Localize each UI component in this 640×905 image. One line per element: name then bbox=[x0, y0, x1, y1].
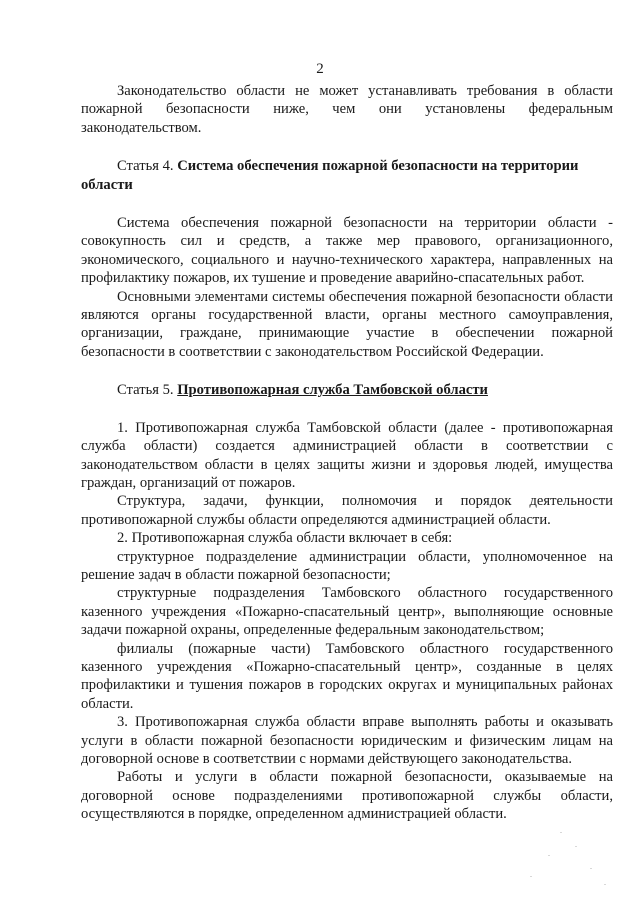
article-5-list-item: структурные подразделения Тамбовского областного государственного казенного учреждения «Пожарно-спасательный центр», выполняющие основные задачи пожарной охраны, определенные федеральным законодательством; bbox=[81, 585, 613, 639]
article-5-list-item: филиалы (пожарные части) Тамбовского областного государственного казенного учреждения «Пожарно-спасательный центр», созданные в целях профилактики и тушения пожаров в городских округах и муниципальных районах области. bbox=[81, 640, 613, 712]
article-5-paragraph: 2. Противопожарная служба области включает в себя: bbox=[117, 530, 453, 547]
article-5-prefix: Статья 5. bbox=[117, 382, 174, 399]
scan-speckle bbox=[548, 855, 550, 856]
article-5-title: Противопожарная служба Тамбовской области bbox=[177, 382, 488, 399]
article-5-list-item: структурное подразделение администрации области, уполномоченное на решение задач в области пожарной безопасности; bbox=[81, 548, 613, 583]
article-5-paragraph: Структура, задачи, функции, полномочия и порядок деятельности противопожарной службы области определяются администрацией области. bbox=[81, 493, 613, 528]
article-5-paragraph: 1. Противопожарная служба Тамбовской области (далее - противопожарная служба области) создается администрацией области в соответствии с законодательством области в целях защиты жизни и здоровья людей, имущества граждан, организаций от пожаров. bbox=[81, 419, 613, 491]
intro-paragraph: Законодательство области не может устанавливать требования в области пожарной безопасности ниже, чем они установлены федеральным законодательством. bbox=[81, 83, 613, 136]
scan-speckle bbox=[530, 876, 532, 877]
page-number: 2 bbox=[316, 61, 324, 77]
article-4-prefix: Статья 4. bbox=[117, 158, 174, 175]
document-body bbox=[81, 82, 613, 824]
article-4-title: Система обеспечения пожарной безопасности на территории области bbox=[81, 158, 579, 193]
article-4-paragraph: Система обеспечения пожарной безопасности на территории области - совокупность сил и средств, а также мер правового, организационного, экономического, социального и научно-технического характера, направленных на профилактику пожаров, их тушение и проведение аварийно-спасательных работ. bbox=[81, 215, 613, 287]
article-4-paragraph: Основными элементами системы обеспечения пожарной безопасности области являются органы государственной власти, органы местного самоуправления, организации, граждане, принимающие участие в обеспечении пожарной безопасности в соответствии с законодательством Российской Федерации. bbox=[81, 288, 613, 360]
article-5-heading bbox=[81, 381, 613, 399]
scan-speckle bbox=[590, 868, 592, 869]
scan-speckle bbox=[575, 846, 577, 847]
scan-speckle bbox=[560, 832, 562, 833]
article-5-paragraph: Работы и услуги в области пожарной безопасности, оказываемые на договорной основе подразделениями противопожарной службы области, осуществляются в порядке, определенном администрацией области. bbox=[81, 769, 613, 823]
scan-speckle bbox=[604, 884, 606, 885]
article-4-heading bbox=[81, 157, 613, 194]
article-5-paragraph: 3. Противопожарная служба области вправе выполнять работы и оказывать услуги в области пожарной безопасности юридическим и физическим лицам на договорной основе в соответствии с нормами действующего законодательства. bbox=[81, 714, 613, 767]
